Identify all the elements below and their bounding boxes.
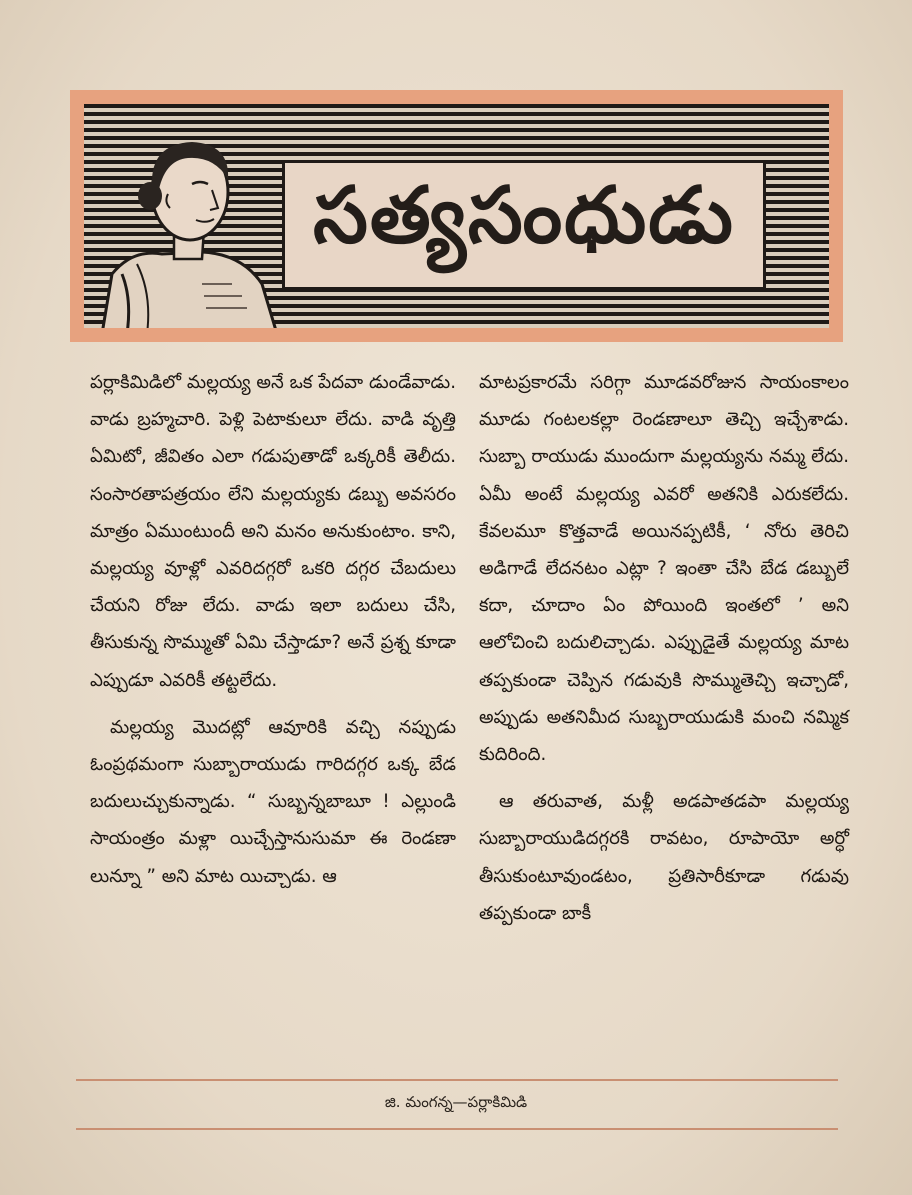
banner-striped-background [84,104,829,328]
man-portrait-illustration [92,124,282,328]
right-paragraph-1: మాటప్రకారమే సరిగ్గా మూడవరోజున సాయంకాలం మూడు గంటలకల్లా రెండణాలూ తెచ్చి ఇచ్చేశాడు. సుబ్బా రాయుడు ముందుగా మల్లయ్యను నమ్మ లేదు. ఏమీ అంటే మల్లయ్య ఎవరో అతనికి ఎరుకలేదు. కేవలమూ కొత్తవాడే అయినప్పటికీ, ‘ నోరు తెరిచి అడిగాడే లేదనటం ఎట్లా ? ఇంతా చేసి బేడ డబ్బులే కదా, చూదాం ఏం పోయింది ఇంతలో ’ అని ఆలోచించి బదులిచ్చాడు. ఎప్పుడైతే మల్లయ్య మాట తప్పకుండా చెప్పిన గడువుకి సొమ్ముతెచ్చి ఇచ్చాడో, అప్పుడు అతనిమీద సుబ్బరాయుడుకి మంచి నమ్మిక కుదిరింది. [479,372,849,766]
right-paragraph-2: ఆ తరువాత, మళ్లీ అడపాతడపా మల్లయ్య సుబ్బారాయుడిదగ్గరకి రావటం, రూపాయో అర్ధో తీసుకుంటూవుండటం, ప్రతిసారీకూడా గడువు తప్పకుండా బాకీ [479,791,849,924]
right-column [479,364,849,942]
left-paragraph-1: పర్లాకిమిడిలో మల్లయ్య అనే ఒక పేదవా డుండేవాడు. వాడు బ్రహ్మచారి. పెళ్లి పెటాకులూ లేదు. వాడి వృత్తి ఏమిటో, జీవితం ఎలా గడుపుతాడో ఒక్కరికీ తెలీదు. సంసారతాపత్రయం లేని మల్లయ్యకు డబ్బు అవసరం మాత్రం ఏముంటుందీ అని మనం అనుకుంటాం. కాని, మల్లయ్య వూళ్లో ఎవరిదగ్గరో ఒకరి దగ్గర చేబదులు చేయని రోజు లేదు. వాడు ఇలా బదులు చేసి, తీసుకున్న సొమ్ముతో ఏమి చేస్తాడూ? అనే ప్రశ్న కూడా ఎప్పుడూ ఎవరికీ తట్టలేదు. [90,372,456,691]
author-credit: జి. మంగన్న—పర్లాకిమిడి [384,1093,528,1111]
title-banner [70,90,843,342]
footer-rule-bottom [76,1128,838,1130]
footer-rule-top [76,1079,838,1081]
left-column [90,364,456,905]
left-paragraph-2: మల్లయ్య మొదట్లో ఆవూరికి వచ్చి నప్పుడు ఓంప్రథమంగా సుబ్బారాయుడు గారిదగ్గర ఒక్క బేడ బదులుచ్చుకున్నాడు. “ సుబ్బన్నబాబూ ! ఎల్లుండి సాయంత్రం మళ్లా యిచ్చేస్తానుసుమా ఈ రెండణా లున్నూ ” అని మాట యిచ్చాడు. ఆ [90,716,456,887]
story-title: సత్యసంధుడు [313,170,735,261]
title-box [282,160,766,290]
